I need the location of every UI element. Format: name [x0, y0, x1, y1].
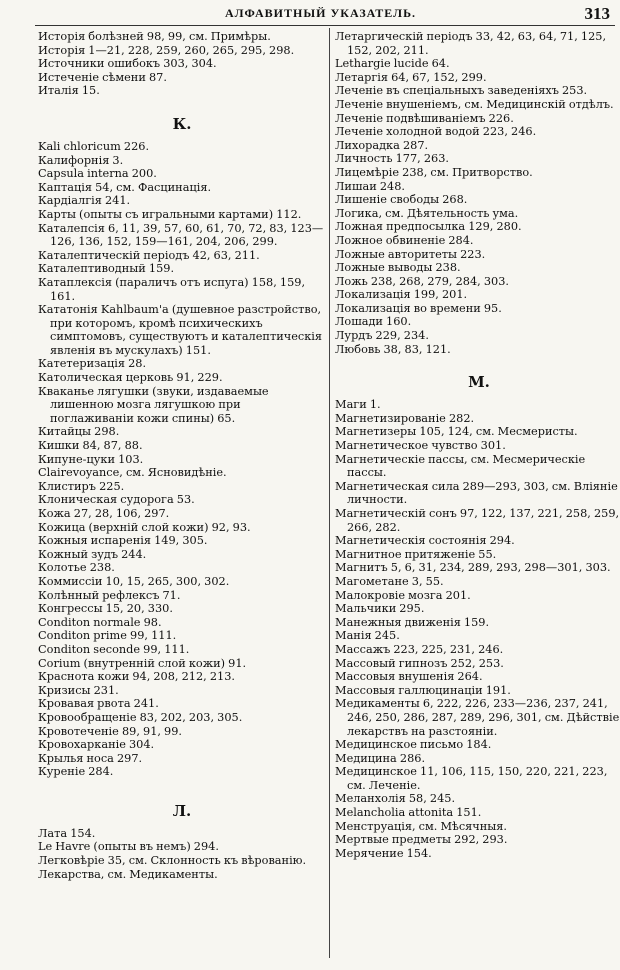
index-entry: Клистиръ 225.	[38, 479, 125, 493]
index-entry: Личность 177, 263.	[335, 152, 449, 166]
index-entry: Лихорадка 287.	[335, 138, 429, 152]
index-entry: Лишаи 248.	[335, 179, 405, 193]
index-entry: Кожный зудъ 244.	[38, 547, 147, 561]
index-entry: Магнетическое чувство 301.	[335, 439, 506, 453]
index-entry: Магнетизированіе 282.	[335, 411, 475, 425]
index-entry: Кровавая рвота 241.	[38, 697, 159, 711]
left-column	[38, 30, 326, 881]
index-entry: Ложное обвиненіе 284.	[335, 233, 474, 247]
index-entry: Магнетизеры 105, 124, см. Месмеристы.	[335, 425, 578, 439]
index-entry: Массажъ 223, 225, 231, 246.	[335, 642, 504, 656]
index-entry: Магнетическая сила 289—293, 303, см. Вліяніе личности.	[335, 479, 618, 507]
index-entry: Логика, см. Дѣятельность ума.	[335, 206, 519, 220]
letter-heading: К.	[172, 114, 192, 133]
index-entry: Источники ошибокъ 303, 304.	[38, 57, 217, 71]
index-entry: Катаплексія (параличъ отъ испуга) 158, 159, 161.	[38, 275, 306, 303]
index-entry: Лицемѣріе 238, см. Притворство.	[335, 165, 533, 179]
index-entry: Кардіалгія 241.	[38, 194, 131, 208]
index-entry: Леченіе въ спеціальныхъ заведеніяхъ 253.	[335, 84, 588, 98]
index-entry: Ложь 238, 268, 279, 284, 303.	[335, 274, 509, 288]
page-header	[0, 6, 620, 24]
index-entry: Любовь 38, 83, 121.	[335, 342, 451, 356]
index-entry: Кататонія Kahlbaum'a (душевное разстройство, при которомъ, кромѣ психическихъ симптомовъ, существуютъ и каталептическія явленія въ мускулахъ) 151.	[38, 303, 323, 357]
index-entry: Каталепсія 6, 11, 39, 57, 60, 61, 70, 72, 83, 123—126, 136, 152, 159—161, 204, 206, 299.	[38, 221, 324, 249]
index-entry: Melancholia attonita 151.	[335, 806, 482, 820]
index-entry: Лата 154.	[38, 826, 96, 840]
index-entry: Локализація 199, 201.	[335, 288, 468, 302]
index-entry: Магнетическій сонъ 97, 122, 137, 221, 258, 259, 266, 282.	[335, 507, 620, 534]
index-entry: Kali chloricum 226.	[38, 139, 150, 153]
index-entry: Колѣнный рефлексъ 71.	[38, 588, 181, 602]
index-entry: Медицинское 11, 106, 115, 150, 220, 221, 223, см. Леченіе.	[335, 765, 608, 792]
index-entry: Каталептиводный 159.	[38, 262, 175, 276]
index-entry: Кожныя испаренія 149, 305.	[38, 534, 208, 548]
index-entry: Калифорнія 3.	[38, 153, 124, 167]
index-entry: Медицина 286.	[335, 751, 426, 765]
index-entry: Магнитное притяженіе 55.	[335, 547, 497, 561]
index-entry: Магометане 3, 55.	[335, 574, 444, 588]
index-entry: Исторія 1—21, 228, 259, 260, 265, 295, 298.	[38, 43, 295, 57]
index-entry: Магнетическіе пассы, см. Месмерическіе пассы.	[335, 452, 586, 480]
index-entry: Лурдъ 229, 234.	[335, 329, 429, 343]
index-entry: Capsula interna 200.	[38, 167, 157, 181]
index-entry: Кровотеченіе 89, 91, 99.	[38, 724, 183, 738]
index-entry: Corium (внутренній слой кожи) 91.	[38, 656, 247, 670]
index-entry: Массовыя галлюцинаціи 191.	[335, 683, 511, 697]
index-entry: Конгрессы 15, 20, 330.	[38, 602, 173, 616]
index-entry: Медицинское письмо 184.	[335, 738, 492, 752]
index-entry: Локализація во времени 95.	[335, 301, 502, 315]
index-entry: Кровохарканіе 304.	[38, 738, 155, 752]
index-entry: Магнетическія состоянія 294.	[335, 534, 515, 548]
index-entry: Крылья носа 297.	[38, 751, 143, 765]
index-entry: Китайцы 298.	[38, 425, 120, 439]
index-entry: Кожа 27, 28, 106, 297.	[38, 507, 170, 520]
index-entry: Лекарства, см. Медикаменты.	[38, 867, 218, 881]
index-entry: Lethargie lucide 64.	[335, 57, 450, 71]
index-entry: Мертвые предметы 292, 293.	[335, 833, 508, 847]
index-entry: Краснота кожи 94, 208, 212, 213.	[38, 670, 236, 684]
index-entry: Каптація 54, см. Фасцинація.	[38, 180, 212, 194]
index-entry: Манежныя движенія 159.	[335, 615, 490, 629]
index-entry: Истеченіе сѣмени 87.	[38, 70, 167, 84]
index-entry: Клоническая судорога 53.	[38, 493, 195, 507]
index-entry: Католическая церковь 91, 229.	[38, 371, 223, 385]
letter-heading: Л.	[172, 801, 192, 820]
letter-heading: М.	[468, 373, 490, 392]
index-entry: Италія 15.	[38, 84, 100, 98]
index-entry: Леченіе внушеніемъ, см. Медицинскій отдѣлъ.	[335, 97, 614, 111]
index-entry: Clairevoyance, см. Ясновидѣніе.	[38, 466, 227, 480]
index-entry: Кризисы 231.	[38, 683, 119, 697]
index-entry: Манія 245.	[335, 629, 400, 643]
index-entry: Кишки 84, 87, 88.	[38, 439, 143, 453]
index-entry: Карты (опыты съ игральными картами) 112.	[38, 207, 302, 221]
index-entry: Мальчики 295.	[335, 602, 425, 616]
right-column	[335, 30, 620, 860]
index-entry: Conditon prime 99, 111.	[38, 629, 177, 643]
header-rule	[35, 25, 615, 26]
index-entry: Коммиссіи 10, 15, 265, 300, 302.	[38, 574, 230, 588]
index-entry: Катетеризація 28.	[38, 357, 147, 371]
index-entry: Магнитъ 5, 6, 31, 234, 289, 293, 298—301, 303.	[335, 561, 611, 575]
index-entry: Ложные авторитеты 223.	[335, 247, 486, 261]
index-entry: Леченіе подвѣшиваніемъ 226.	[335, 111, 514, 125]
index-entry: Мерячение 154.	[335, 846, 432, 860]
index-entry: Куреніе 284.	[38, 765, 114, 779]
index-entry: Кровообращеніе 83, 202, 203, 305.	[38, 710, 243, 724]
index-entry: Conditon normale 98.	[38, 615, 162, 629]
index-entry: Колотье 238.	[38, 561, 115, 575]
index-entry: Леченіе холодной водой 223, 246.	[335, 125, 537, 139]
index-entry: Ложная предпосылка 129, 280.	[335, 220, 522, 234]
column-divider	[329, 28, 330, 958]
index-entry: Малокровіе мозга 201.	[335, 588, 471, 602]
index-entry: Conditon seconde 99, 111.	[38, 642, 190, 656]
index-entry: Каталептическій періодъ 42, 63, 211.	[38, 248, 260, 262]
index-entry: Кваканье лягушки (звуки, издаваемые лишенною мозга лягушкою при поглаживаніи кожи спины) 65.	[38, 384, 269, 425]
index-entry: Ложные выводы 238.	[335, 261, 461, 275]
index-entry: Массовыя внушенія 264.	[335, 670, 483, 684]
running-title: АЛФАВИТНЫЙ УКАЗАТЕЛЬ.	[225, 6, 417, 20]
index-entry: Легковѣріе 35, см. Склонность къ вѣрованію.	[38, 854, 307, 868]
index-entry: Кипуне-цуки 103.	[38, 452, 144, 466]
index-entry: Менструація, см. Мѣсячныя.	[335, 819, 507, 833]
index-entry: Меланхолія 58, 245.	[335, 792, 456, 806]
index-entry: Лишеніе свободы 268.	[335, 193, 468, 207]
index-entry: Летаргическій періодъ 33, 42, 63, 64, 71, 125, 152, 202, 211.	[335, 30, 607, 57]
index-entry: Le Havre (опыты въ немъ) 294.	[38, 840, 219, 854]
index-entry: Лошади 160.	[335, 315, 412, 329]
index-entry: Маги 1.	[335, 398, 381, 412]
index-entry: Исторія болѣзней 98, 99, см. Примѣры.	[38, 30, 271, 43]
index-entry: Массовый гипнозъ 252, 253.	[335, 656, 504, 670]
index-entry: Летаргія 64, 67, 152, 299.	[335, 70, 487, 84]
index-entry: Кожица (верхній слой кожи) 92, 93.	[38, 520, 251, 534]
page-number: 313	[584, 4, 610, 23]
index-entry: Медикаменты 6, 222, 226, 233—236, 237, 241, 246, 250, 286, 287, 289, 296, 301, см. Дѣйствіе лекарствъ на разстояніи.	[335, 697, 620, 738]
